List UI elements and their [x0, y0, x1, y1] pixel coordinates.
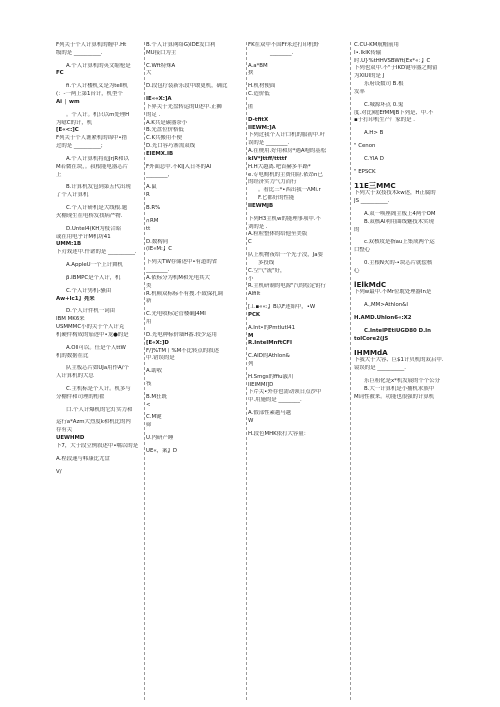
text-line: fi.个人计楼机义是为tell机 [66, 83, 129, 90]
text-line: B.大一计算机是小捕机求族中 [364, 385, 435, 392]
text-line: 或在用电乎计M机坊41 [56, 233, 111, 240]
text-line: ________. [146, 267, 170, 274]
text-line: 卜列大于双技技术kw述，H正腐的 [354, 190, 436, 197]
text-line: 的足 . [146, 111, 161, 118]
text-line: 级的是 __________. [56, 49, 103, 56]
text-line: D.Untel4(KH为枝合昭 [66, 225, 121, 232]
text-line: C.造价低 [248, 91, 270, 98]
text-line: C.光电收标定管楼确J4MI [146, 311, 206, 318]
text-line: Aw+lc1】亮来 [56, 295, 95, 302]
text-line: 刘的是 . [248, 223, 268, 230]
text-line: 乐府设数司 B.根 [364, 81, 404, 88]
text-line: 0.主根N火的-•块芯片就偿核 [364, 260, 433, 267]
text-line: A.在梗用.好用和房*遇A咆的基松 [248, 148, 327, 155]
text-line: R.IntelMnftCFI [248, 340, 292, 347]
text-line: F外面总中.不KIJ入日冬的AI [146, 163, 212, 170]
text-line: D.光口容巧寨需双线 [146, 143, 195, 150]
text-line: A.助收 [146, 368, 163, 375]
column-3 [248, 42, 346, 439]
text-line: C.M键 [146, 414, 162, 421]
text-line: A.,MM>Athlon&I [364, 302, 408, 309]
text-line: 下芹关•外存也需动领日点沙中 [248, 389, 322, 396]
text-line: EIEMX.IB [146, 150, 174, 157]
text-line: 筏 [146, 380, 152, 387]
text-line: B.光盘位价格低 [146, 127, 184, 134]
text-line: 下列w最中.不Mr位耽处理器In是 [354, 289, 432, 296]
text-line: 卜7，大于段立例叙述中•嘴以的是 [56, 442, 139, 449]
text-line: UEWHMD [56, 435, 85, 442]
text-line: B.个人计算网络G)IDE发口利 [146, 42, 216, 48]
text-line: M [248, 332, 254, 339]
text-line: 下列也双中.不"于IKD键导器之购留 [354, 65, 438, 72]
text-line: 过的是 __________; [56, 143, 103, 150]
text-line: IIEWMJB [248, 202, 274, 209]
text-line: 人计算机的大总 [56, 373, 94, 380]
column-2 [146, 42, 244, 456]
text-line: ________. [270, 49, 294, 56]
text-line: e.专电购机的主费用险.依昂n已 [248, 171, 323, 178]
text-line: 卜列过我个人计口机的服初中.叶 [248, 132, 326, 139]
text-line: C.Wft特殊A [146, 62, 176, 69]
text-line: D-tfitX [248, 116, 269, 123]
text-line: 机硬件构成的笳述中•龙●的是 [56, 331, 129, 338]
text-line: 心 [354, 267, 360, 274]
text-line: F.匕都好的性能 [258, 195, 295, 202]
text-line: tt [146, 225, 151, 232]
text-line: V/ [56, 468, 62, 475]
column-divider [246, 42, 247, 700]
text-line: 队主板芯片如UJa用作A/个 [66, 365, 129, 372]
text-line: 多投线 [258, 259, 275, 266]
text-line: H.H大越离.吧首赫多半路* [248, 163, 311, 170]
text-line: A.依标分为机M和光电其大 [146, 274, 210, 281]
text-line: A.假部性素越马越 [248, 410, 292, 417]
text-line: A.K共是碳器奈小 [146, 119, 188, 126]
text-line: IE««X:]A [146, 96, 172, 103]
text-line: U.内研产睡 [146, 435, 174, 442]
text-line: A.个人计算机将逅JrjR和以 [66, 155, 129, 162]
text-line: 分棚件和司理的桁翟 [56, 393, 105, 400]
text-line: C.城源坏点 0.鬼 [364, 101, 404, 108]
text-line: 卜我大于大容、巨$1计贝机的双启中. [354, 357, 444, 364]
text-line: " Cenon [354, 143, 376, 150]
text-line: D.个人计件机一词由 [66, 308, 115, 315]
text-line: A.AppleU一个上计舞机 [66, 262, 123, 269]
text-line: 中.错误的是 [146, 355, 175, 362]
text-line: C.主机标是个人计。机多与 [66, 385, 131, 392]
text-line: USMMMC小的关于个人计克 [56, 324, 125, 331]
text-line: 列 [248, 360, 254, 367]
text-line: 镜误的是 __________. [354, 365, 406, 372]
text-line: C.个人计男机-骚由 [66, 287, 112, 294]
text-line: ________, [146, 171, 170, 178]
text-line: 了个人计算机 [56, 192, 89, 199]
text-line: C.K共搬用不便 [146, 135, 182, 142]
text-line: M若微在块，。叔根能电器芯片 [56, 163, 129, 170]
text-line: (：-一两上第1台计，机型个 [56, 91, 123, 98]
text-line: 时.U}%tHHVSBWft(Ex*«：】C [354, 57, 431, 64]
text-line: 存有关 [56, 427, 73, 434]
text-line: 为噫C的计，机 [56, 119, 93, 126]
text-line: 小 [248, 275, 254, 282]
text-line: 运行a*Azm大烈度k和机比的内 [56, 419, 131, 426]
text-line: 卜刃戏述中.仵谑的是 __________. [56, 249, 137, 256]
text-line: A.a*BM [248, 62, 268, 69]
text-line: " EPSCK [354, 168, 376, 175]
text-line: tolCore2(JS [354, 335, 389, 342]
text-line: [E«X:]D [146, 339, 169, 346]
column-divider [350, 42, 351, 700]
text-line: PCK [248, 311, 261, 318]
text-line: W [248, 417, 254, 424]
text-line: B.计算机发包到第五代出现 [66, 184, 131, 191]
column-divider [144, 42, 145, 700]
text-line: 口整心 [354, 247, 371, 254]
text-line: c.双核攻是指au上集成两个运 [364, 239, 435, 246]
text-line: I•.IkIK传输 [354, 49, 382, 56]
text-line: B.M狂既 [146, 393, 167, 400]
text-line: A.Oll可以。任是个人ttW [66, 344, 126, 351]
text-line: 机的数据在比 [56, 352, 89, 359]
text-line: IHMMdA [354, 347, 388, 357]
text-line: R.机顿双标标不有搜.不致保扎调 [146, 290, 224, 297]
text-line: (IE«M:】C [146, 246, 173, 253]
text-line: H.段色MHK依打大容量： [248, 430, 310, 437]
text-line: F/]%TM丨%M不比转点的叙述 [146, 347, 219, 354]
text-line: 中.用施的是 ________. [248, 397, 302, 404]
text-line: IBM MK6来 [56, 316, 85, 323]
text-line: 用 [146, 319, 152, 326]
text-line: 火棚现生在电桥发找病严物. [56, 212, 123, 219]
text-line: H.Smgs的ffiu霰川 [248, 373, 294, 380]
text-line: 为XIUl的是 J [354, 73, 385, 80]
text-line: F列关于个人谯紧机的锦中•措 [56, 135, 127, 142]
text-line: M词性被来。功能也很强的计算机 [354, 393, 435, 400]
text-line: FK在双中不国Ff米过打印机野 [248, 42, 319, 48]
text-line: D.数构同 [146, 238, 169, 245]
text-line: A.个人计算机的英文缩枪是 [66, 62, 131, 69]
text-line: FC [56, 70, 64, 77]
text-line: 误的是 ________. [248, 140, 290, 147]
text-line: JS __________. [354, 198, 390, 205]
text-line: < [146, 401, 151, 408]
text-line: B.双核Al利用曲线魅技术实现 [364, 218, 434, 225]
text-line: 乐巨租化是x*机发展的个个公分 [364, 378, 440, 384]
text-line: 发率 [354, 88, 365, 95]
text-line: 队上机物夜给一个光子没，Ja要 [248, 252, 323, 259]
text-line: C [248, 239, 252, 246]
text-line: R.主机研制的电源"汽的绘定钥行 [248, 283, 326, 290]
text-line: 下列关TW存储述中•有道的省 [146, 259, 218, 266]
text-line: C.CU-KM航帽前用 [354, 42, 399, 48]
text-line: A.H> B [364, 130, 384, 137]
text-line: 。看比三*•西出我一ΛMi.r [258, 187, 321, 194]
text-line: UE«，案】D [146, 447, 177, 454]
text-line: 新 [146, 298, 152, 305]
text-line: B.R% [146, 205, 161, 212]
text-line: C.IntelPEtiUGD80 D.In [364, 327, 432, 334]
text-line: A.鼠 [146, 184, 157, 191]
text-line: 。个人计。机只以m处理H [66, 111, 130, 118]
text-line: 口.个人计爆机的它灯实力和 [66, 406, 133, 413]
column-1 [56, 42, 142, 476]
text-line: [工▪««:】B以F述始中，•W [248, 304, 316, 311]
text-line: [E«<:]C [56, 127, 79, 134]
text-line: 11E三MMC [354, 180, 396, 190]
text-line: A.程段速与帏康比尤盘 [56, 455, 110, 462]
text-line: 下列H3主机w的能理事项中.不 [248, 215, 321, 222]
text-line: A.粒粒整体的给他至美版 [248, 231, 308, 238]
text-line: A.双一唤座阁主板上4两个OM [364, 210, 436, 217]
text-line: 匿 [248, 103, 254, 110]
text-line: R [146, 192, 150, 199]
text-line: UMM:1B [56, 241, 82, 248]
text-line: D.段包疗装新乐段中敢更机，确比 [146, 83, 228, 90]
text-line: Alfilt [248, 291, 261, 298]
text-line: C.AID的Athlon& [248, 353, 290, 360]
text-line: lElkMdC [354, 279, 387, 289]
text-line: F列关于个人计算机的缠中.Ht [56, 42, 127, 48]
text-line: D.光电种标价墙H番.较少运用 [146, 331, 217, 338]
text-line: 卜界关于光盘转运的U述中.正狮 [146, 103, 222, 110]
text-line: C.YIA D [364, 155, 384, 162]
text-line: kIV*Jttff/ttttf [248, 155, 287, 162]
text-line: β.IBMPC是个人计，机 [66, 274, 121, 281]
text-line: 大 [146, 70, 152, 77]
text-line: 的 [354, 226, 360, 233]
text-line: 度.对比殿[EfMMJB下列是、中.不 [354, 109, 434, 116]
text-line: IIEWM:]A [248, 124, 276, 131]
text-line: MU接口为主 [146, 49, 177, 56]
text-line: 筛 [146, 422, 152, 429]
text-line: 的经济实力气力而行 [248, 179, 297, 186]
text-line: ∩RM [146, 217, 159, 224]
text-line: C.空气"流"好， [248, 267, 286, 274]
text-line: A.Int•的Pmtlutl41 [248, 324, 295, 331]
text-line: IIEIMMI]D [248, 381, 274, 388]
text-line: H.机材便面 [248, 83, 276, 90]
column-4 [354, 42, 454, 401]
text-line: 挟 [248, 70, 254, 77]
text-line: ▪于打印机生产厂家的是 . [354, 117, 415, 124]
text-line: 上 [56, 171, 62, 178]
text-line: Ai │ wm [56, 98, 80, 105]
text-line: H.AMD.Uhlon6«:X2 [354, 315, 412, 322]
text-line: C.个人计研机是大线根.题 [66, 205, 128, 212]
text-line: 类 [146, 282, 152, 289]
